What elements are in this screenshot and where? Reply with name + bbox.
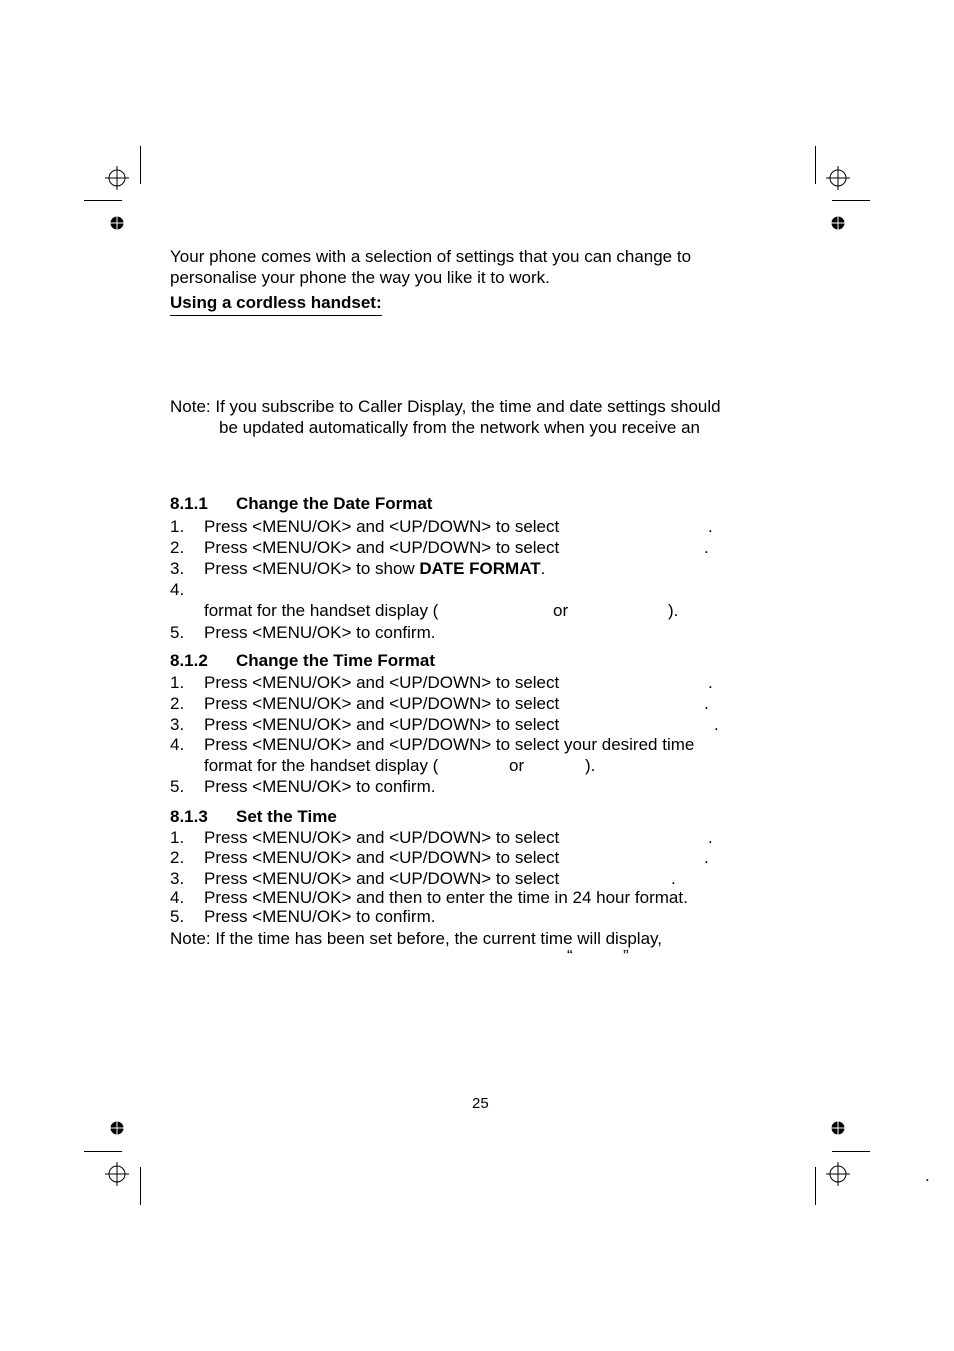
section-title: Change the Date Format [236, 494, 433, 513]
section-title: Change the Time Format [236, 651, 435, 670]
list-item-end: . [708, 673, 713, 692]
registration-target-icon [826, 1162, 850, 1186]
crop-line [815, 146, 816, 184]
note-line: Note: If the time has been set before, the current time will display, [170, 929, 662, 948]
registration-dot-icon [110, 216, 124, 230]
quote-close: ” [623, 950, 629, 960]
registration-dot-icon [110, 1121, 124, 1135]
crop-line [84, 200, 122, 201]
section-number: 8.1.3 [170, 807, 208, 826]
list-item-text-part: Press <MENU/OK> to show [204, 559, 420, 578]
list-item-number: 4. [170, 580, 185, 599]
list-item-text: Press <MENU/OK> and <UP/DOWN> to select your desired time [204, 735, 695, 754]
list-item-number: 3. [170, 715, 185, 734]
list-item-text: format for the handset display ( [204, 601, 439, 620]
list-item-end: . [704, 694, 709, 713]
registration-target-icon [826, 166, 850, 190]
date-format-label: DATE FORMAT [419, 559, 541, 578]
section-number: 8.1.1 [170, 494, 208, 513]
section-title: Set the Time [236, 807, 337, 826]
list-item-number: 3. [170, 869, 185, 888]
list-item-number: 4. [170, 735, 185, 754]
list-item-number: 1. [170, 517, 185, 536]
list-item-text: Press <MENU/OK> to confirm. [204, 907, 436, 926]
list-item-text: Press <MENU/OK> and then to enter the time in 24 hour format. [204, 888, 688, 907]
list-item-text: Press <MENU/OK> to confirm. [204, 623, 436, 642]
list-item-number: 5. [170, 907, 185, 926]
list-item-text: ). [668, 601, 679, 620]
crop-line [815, 1167, 816, 1205]
list-item-text: Press <MENU/OK> and <UP/DOWN> to select [204, 694, 560, 713]
list-item-number: 3. [170, 559, 185, 578]
list-item-end: . [704, 538, 709, 557]
list-item-text: Press <MENU/OK> and <UP/DOWN> to select [204, 869, 560, 888]
registration-target-icon [105, 166, 129, 190]
page-number: 25 [472, 1095, 489, 1112]
crop-line [140, 1167, 141, 1205]
list-item-text: Press <MENU/OK> and <UP/DOWN> to select [204, 715, 560, 734]
list-item-text: Press <MENU/OK> and <UP/DOWN> to select [204, 673, 560, 692]
list-item-number: 5. [170, 777, 185, 796]
intro-line-2: personalise your phone the way you like it to work. [170, 268, 550, 287]
list-item-end: . [714, 715, 719, 734]
list-item-text: ). [585, 756, 596, 775]
crop-line [84, 1151, 122, 1152]
registration-dot-icon [831, 216, 845, 230]
list-item-end: . [708, 828, 713, 847]
list-item-number: 5. [170, 623, 185, 642]
list-item-text: Press <MENU/OK> and <UP/DOWN> to select [204, 538, 560, 557]
list-item-number: 1. [170, 828, 185, 847]
registration-target-icon [105, 1162, 129, 1186]
list-item-number: 2. [170, 848, 185, 867]
note-line-1: Note: If you subscribe to Caller Display, the time and date settings should [170, 397, 721, 416]
stray-dot: . [925, 1166, 930, 1185]
section-heading: Using a cordless handset: [170, 293, 382, 316]
registration-dot-icon [831, 1121, 845, 1135]
list-item-text: Press <MENU/OK> and <UP/DOWN> to select [204, 828, 560, 847]
list-item-number: 1. [170, 673, 185, 692]
section-number: 8.1.2 [170, 651, 208, 670]
list-item-text: or [553, 601, 569, 620]
list-item-text-part: . [540, 559, 546, 578]
quote-open: “ [567, 950, 573, 960]
list-item-end: . [671, 869, 676, 888]
list-item-text: format for the handset display ( [204, 756, 439, 775]
list-item-text [204, 559, 545, 579]
list-item-text: or [509, 756, 525, 775]
list-item-end: . [704, 848, 709, 867]
list-item-number: 2. [170, 538, 185, 557]
crop-line [832, 200, 870, 201]
intro-line-1: Your phone comes with a selection of settings that you can change to [170, 247, 692, 266]
list-item-text: Press <MENU/OK> and <UP/DOWN> to select [204, 517, 560, 536]
note-line-2: be updated automatically from the network when you receive an [219, 418, 700, 437]
list-item-text: Press <MENU/OK> and <UP/DOWN> to select [204, 848, 560, 867]
list-item-number: 4. [170, 888, 185, 907]
crop-line [140, 146, 141, 184]
crop-line [832, 1151, 870, 1152]
list-item-text: Press <MENU/OK> to confirm. [204, 777, 436, 796]
list-item-end: . [708, 517, 713, 536]
list-item-number: 2. [170, 694, 185, 713]
